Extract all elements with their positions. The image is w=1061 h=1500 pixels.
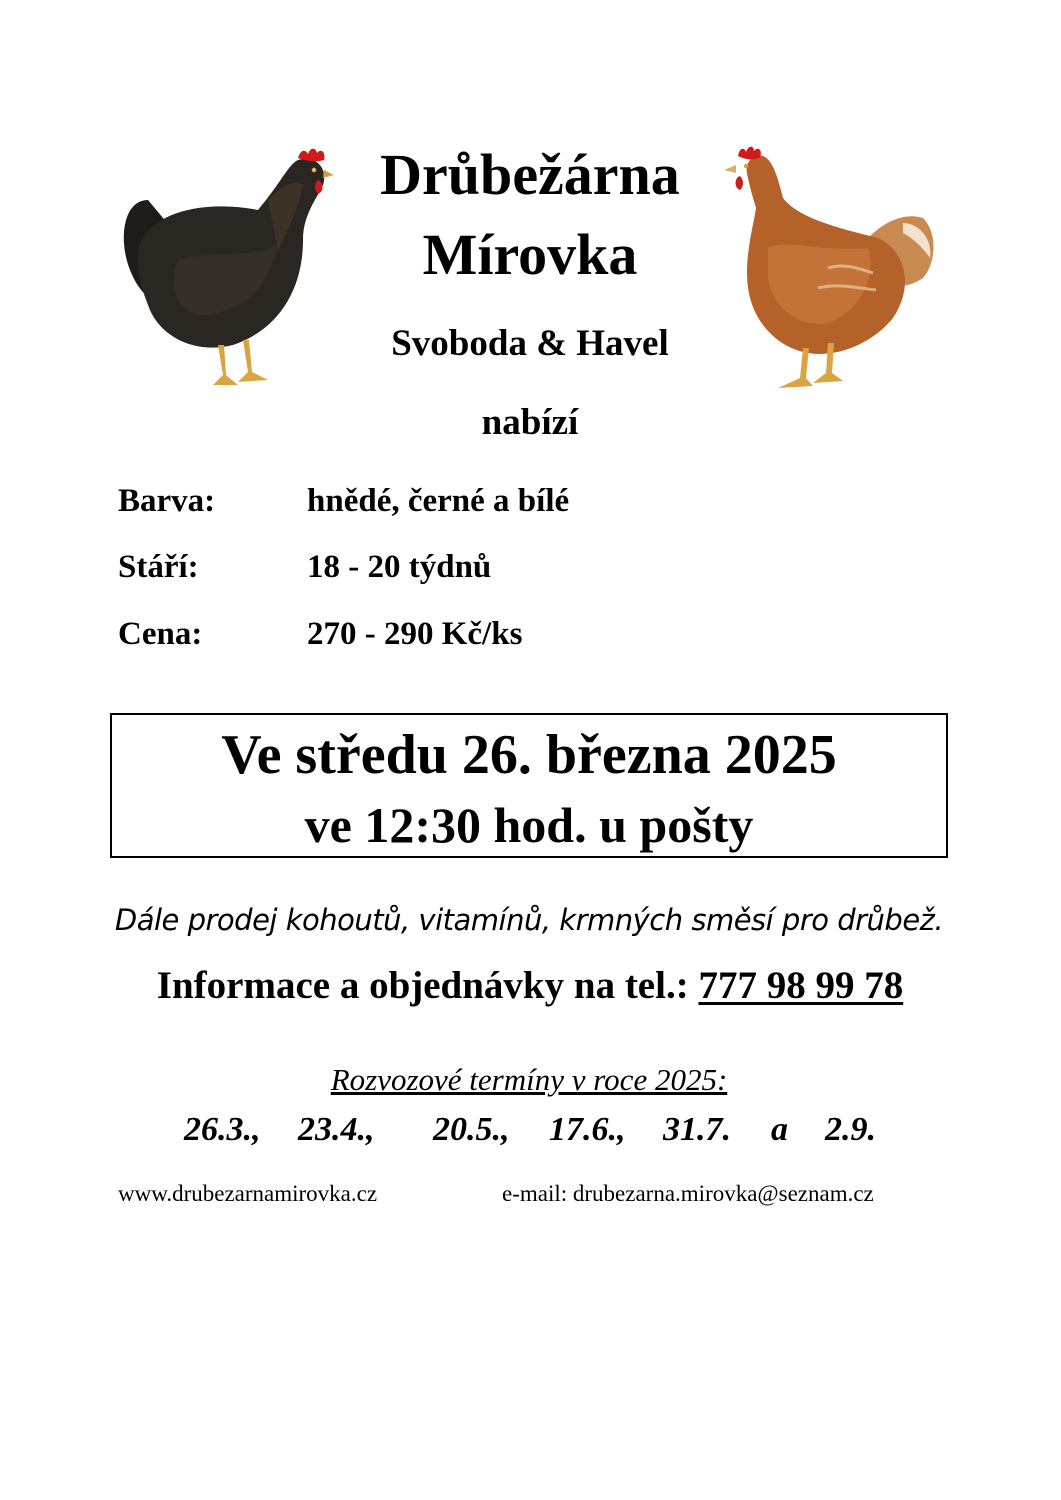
- business-name-line1: Drůbežárna: [380, 142, 680, 207]
- contact-label: Informace a objednávky na tel.:: [156, 964, 689, 1007]
- website-link[interactable]: www.drubezarnamirovka.cz: [118, 1181, 378, 1206]
- additional-sales: Dále prodej kohoutů, vitamínů, krmných směsí pro drůbež.: [114, 903, 944, 937]
- brown-hen-icon: [708, 138, 940, 403]
- business-name-line2: Mírovka: [422, 222, 638, 287]
- spec-label-age: Stáří:: [118, 549, 199, 585]
- spec-value-color: hnědé, černé a bílé: [307, 483, 570, 519]
- schedule-title: Rozvozové termíny v roce 2025:: [330, 1062, 728, 1097]
- contact-line: [80, 966, 980, 1005]
- spec-label-color: Barva:: [118, 483, 216, 519]
- email-link[interactable]: e-mail: drubezarna.mirovka@seznam.cz: [502, 1181, 874, 1206]
- spec-value-age: 18 - 20 týdnů: [307, 549, 492, 585]
- black-hen-icon: [118, 140, 348, 405]
- schedule-conjunction: a: [771, 1111, 788, 1148]
- offers-heading: nabízí: [481, 402, 579, 443]
- owners: Svoboda & Havel: [391, 323, 669, 364]
- spec-value-price: 270 - 290 Kč/ks: [307, 616, 523, 652]
- schedule-date: 20.5.,: [433, 1111, 510, 1148]
- schedule-date: 31.7.: [663, 1111, 731, 1148]
- spec-label-price: Cena:: [118, 616, 203, 652]
- schedule-date: 23.4.,: [298, 1111, 375, 1148]
- event-date: Ve středu 26. března 2025: [221, 724, 837, 786]
- schedule-date: 17.6.,: [549, 1111, 626, 1148]
- phone-number[interactable]: 777 98 99 78: [698, 964, 904, 1007]
- schedule-date: 2.9.: [825, 1111, 876, 1148]
- schedule-date: 26.3.,: [184, 1111, 261, 1148]
- event-time-place: ve 12:30 hod. u pošty: [304, 797, 754, 853]
